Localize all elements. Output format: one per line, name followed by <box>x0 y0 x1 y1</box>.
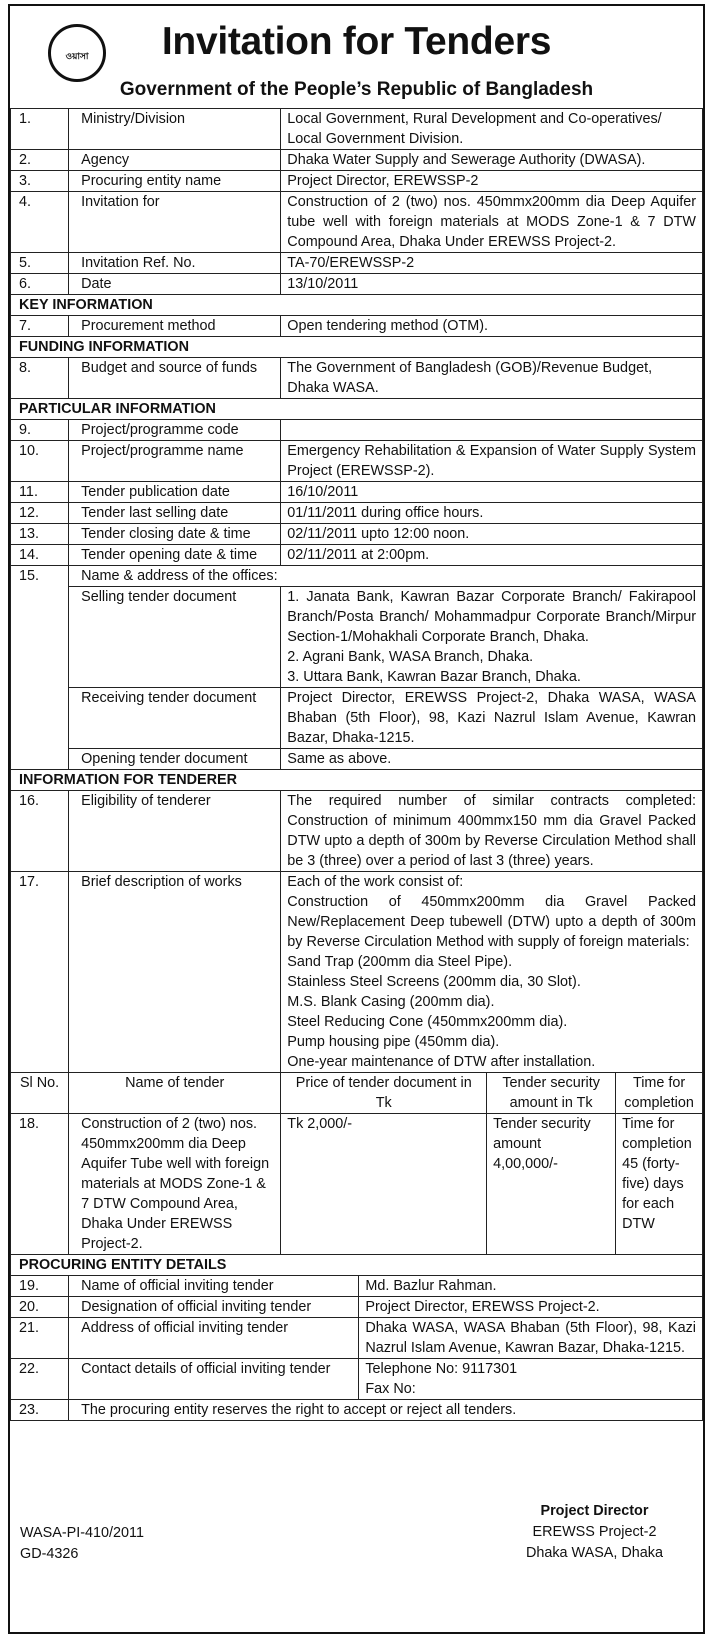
section-heading <box>11 770 703 791</box>
section-heading <box>11 295 703 316</box>
table-row <box>11 192 703 253</box>
row-number: 10. <box>11 441 69 482</box>
row-value <box>281 587 703 688</box>
table-row <box>11 566 703 587</box>
row-value: Dhaka Water Supply and Sewerage Authority (DWASA). <box>281 150 703 171</box>
row-value: 13/10/2011 <box>281 274 703 295</box>
table-row <box>11 749 703 770</box>
works-item: Stainless Steel Screens (200mm dia, 30 Slot). <box>287 974 581 990</box>
works-item: M.S. Blank Casing (200mm dia). <box>287 994 495 1010</box>
row-value: Project Director, EREWSS Project-2. <box>359 1297 703 1318</box>
row-label: Designation of official inviting tender <box>69 1297 359 1318</box>
table-row <box>11 872 703 1073</box>
section-heading <box>11 337 703 358</box>
row-label: Opening tender document <box>69 749 281 770</box>
table-row <box>11 791 703 872</box>
row-value: Local Government, Rural Development and Co-operatives/ Local Government Division. <box>281 109 703 150</box>
header-sl: Sl No. <box>11 1073 69 1114</box>
row-label: Contact details of official inviting tender <box>69 1359 359 1400</box>
table-row <box>11 253 703 274</box>
row-value: Construction of 2 (two) nos. 450mmx200mm dia Deep Aquifer tube well with foreign materials at MODS Zone-1 & 7 DTW Compound Area, Dhaka Under EREWSS Project-2. <box>281 192 703 253</box>
table-row <box>11 1400 703 1421</box>
row-label: Project/programme name <box>69 441 281 482</box>
section-title: KEY INFORMATION <box>11 295 703 316</box>
reference-1: WASA-PI-410/2011 <box>20 1525 144 1541</box>
logo-text: ওয়াসা <box>65 51 89 61</box>
row-value: 01/11/2011 during office hours. <box>281 503 703 524</box>
section-heading <box>11 1255 703 1276</box>
signature-line-3: Dhaka WASA, Dhaka <box>525 1545 663 1561</box>
table-row <box>11 441 703 482</box>
row-value <box>281 872 703 1073</box>
row-number: 18. <box>11 1114 69 1255</box>
row-number: 19. <box>11 1276 69 1297</box>
works-item: Steel Reducing Cone (450mmx200mm dia). <box>287 1014 568 1030</box>
row-label: Eligibility of tenderer <box>69 791 281 872</box>
table-row <box>11 1276 703 1297</box>
works-item: Pump housing pipe (450mm dia). <box>287 1034 500 1050</box>
table-row <box>11 1318 703 1359</box>
row-number: 6. <box>11 274 69 295</box>
row-value: Emergency Rehabilitation & Expansion of Water Supply System Project (EREWSSP-2). <box>281 441 703 482</box>
row-value: 02/11/2011 at 2:00pm. <box>281 545 703 566</box>
row-number: 17. <box>11 872 69 1073</box>
contact-fax: Fax No: <box>365 1381 416 1397</box>
page-title: Invitation for Tenders <box>161 20 552 63</box>
row-label: Name & address of the offices: <box>69 566 703 587</box>
row-label: Tender last selling date <box>69 503 281 524</box>
row-value: Project Director, EREWSS Project-2, Dhaka WASA, WASA Bhaban (5th Floor), 98, Kazi Nazrul Islam Avenue, Kawran Bazar, Dhaka-1215. <box>281 688 703 749</box>
signature-title: Project Director <box>540 1503 649 1519</box>
row-number: 13. <box>11 524 69 545</box>
works-item: One-year maintenance of DTW after installation. <box>287 1054 596 1070</box>
row-number: 23. <box>11 1400 69 1421</box>
row-label: Project/programme code <box>69 420 281 441</box>
row-value: Project Director, EREWSSP-2 <box>281 171 703 192</box>
table-row <box>11 358 703 399</box>
section-title: PARTICULAR INFORMATION <box>11 399 703 420</box>
row-label: Selling tender document <box>69 587 281 688</box>
row-number: 16. <box>11 791 69 872</box>
works-main: Construction of 450mmx200mm dia Gravel Packed New/Replacement Deep tubewell (DTW) upto a depth of 300m by Reverse Circulation Method with supply of foreign materials: <box>287 894 696 950</box>
page-subtitle: Government of the People’s Republic of Bangladesh <box>119 79 594 100</box>
tender-table <box>10 108 703 1421</box>
table-row <box>11 1114 703 1255</box>
footer <box>10 1501 703 1621</box>
row-label: Procurement method <box>69 316 281 337</box>
section-heading <box>11 399 703 420</box>
table-row <box>11 1359 703 1400</box>
row-number: 2. <box>11 150 69 171</box>
header-security: Tender security amount in Tk <box>487 1073 616 1114</box>
table-row <box>11 109 703 150</box>
row-number: 7. <box>11 316 69 337</box>
row-value: The procuring entity reserves the right to accept or reject all tenders. <box>69 1400 703 1421</box>
table-row <box>11 420 703 441</box>
reference-numbers <box>20 1523 144 1565</box>
row-label: Tender opening date & time <box>69 545 281 566</box>
section-title: PROCURING ENTITY DETAILS <box>11 1255 703 1276</box>
table-row <box>11 150 703 171</box>
row-label: Procuring entity name <box>69 171 281 192</box>
table-row <box>11 587 703 688</box>
table-row <box>11 482 703 503</box>
row-number: 15. <box>11 566 69 770</box>
row-number: 11. <box>11 482 69 503</box>
row-value: The Government of Bangladesh (GOB)/Revenue Budget, Dhaka WASA. <box>281 358 703 399</box>
row-value <box>281 420 703 441</box>
row-number: 3. <box>11 171 69 192</box>
row-number: 9. <box>11 420 69 441</box>
row-number: 4. <box>11 192 69 253</box>
row-number: 14. <box>11 545 69 566</box>
works-item: Sand Trap (200mm dia Steel Pipe). <box>287 954 513 970</box>
tender-time: Time for completion 45 (forty-five) days for each DTW <box>616 1114 703 1255</box>
row-label: Tender publication date <box>69 482 281 503</box>
tender-security: Tender security amount 4,00,000/- <box>487 1114 616 1255</box>
row-number: 5. <box>11 253 69 274</box>
table-row <box>11 171 703 192</box>
table-row <box>11 316 703 337</box>
table-row <box>11 1297 703 1318</box>
row-number: 21. <box>11 1318 69 1359</box>
row-label: Budget and source of funds <box>69 358 281 399</box>
table-row <box>11 274 703 295</box>
row-label: Invitation for <box>69 192 281 253</box>
row-number: 8. <box>11 358 69 399</box>
row-value: Md. Bazlur Rahman. <box>359 1276 703 1297</box>
row-value: 16/10/2011 <box>281 482 703 503</box>
tender-price: Tk 2,000/- <box>281 1114 487 1255</box>
row-number: 22. <box>11 1359 69 1400</box>
row-label: Agency <box>69 150 281 171</box>
section-title: INFORMATION FOR TENDERER <box>11 770 703 791</box>
header-time: Time for completion <box>616 1073 703 1114</box>
row-value: Dhaka WASA, WASA Bhaban (5th Floor), 98, Kazi Nazrul Islam Avenue, Kawran Bazar, Dhaka-1215. <box>359 1318 703 1359</box>
row-label: Name of official inviting tender <box>69 1276 359 1297</box>
row-number: 12. <box>11 503 69 524</box>
table-row <box>11 524 703 545</box>
row-number: 20. <box>11 1297 69 1318</box>
row-label: Address of official inviting tender <box>69 1318 359 1359</box>
signature-line-2: EREWSS Project-2 <box>532 1524 657 1540</box>
row-value: The required number of similar contracts completed: Construction of minimum 400mmx150 mm dia Gravel Packed DTW upto a depth of 300m by Reverse Circulation Method shall be 3 (three) over a period of last 3 (three) years. <box>281 791 703 872</box>
section-title: FUNDING INFORMATION <box>11 337 703 358</box>
reference-2: GD-4326 <box>20 1546 79 1562</box>
row-label: Receiving tender document <box>69 688 281 749</box>
table-row <box>11 545 703 566</box>
header <box>10 6 703 106</box>
tender-notice <box>8 4 705 1634</box>
tender-table-header <box>11 1073 703 1114</box>
row-value: Same as above. <box>281 749 703 770</box>
tender-name: Construction of 2 (two) nos. 450mmx200mm dia Deep Aquifer Tube well with foreign materials at MODS Zone-1 & 7 DTW Compound Area, Dhaka Under EREWSS Project-2. <box>69 1114 281 1255</box>
works-intro: Each of the work consist of: <box>287 874 464 890</box>
table-row <box>11 503 703 524</box>
row-value: TA-70/EREWSSP-2 <box>281 253 703 274</box>
signature-block <box>526 1501 663 1564</box>
row-label: Ministry/Division <box>69 109 281 150</box>
header-price: Price of tender document in Tk <box>281 1073 487 1114</box>
row-label: Invitation Ref. No. <box>69 253 281 274</box>
row-label: Tender closing date & time <box>69 524 281 545</box>
contact-telephone: Telephone No: 9117301 <box>365 1361 518 1377</box>
row-label: Brief description of works <box>69 872 281 1073</box>
row-value <box>359 1359 703 1400</box>
row-value: 02/11/2011 upto 12:00 noon. <box>281 524 703 545</box>
selling-office-2: 2. Agrani Bank, WASA Branch, Dhaka. <box>287 649 534 665</box>
row-label: Date <box>69 274 281 295</box>
header-name: Name of tender <box>69 1073 281 1114</box>
table-row <box>11 688 703 749</box>
selling-office-1: 1. Janata Bank, Kawran Bazar Corporate Branch/ Fakirapool Branch/Posta Branch/ Mohammadpur Corporate Branch/Mirpur Section-1/Mohakhali Corporate Branch, Dhaka. <box>287 589 696 645</box>
row-value: Open tendering method (OTM). <box>281 316 703 337</box>
selling-office-3: 3. Uttara Bank, Kawran Bazar Branch, Dhaka. <box>287 669 581 685</box>
row-number: 1. <box>11 109 69 150</box>
